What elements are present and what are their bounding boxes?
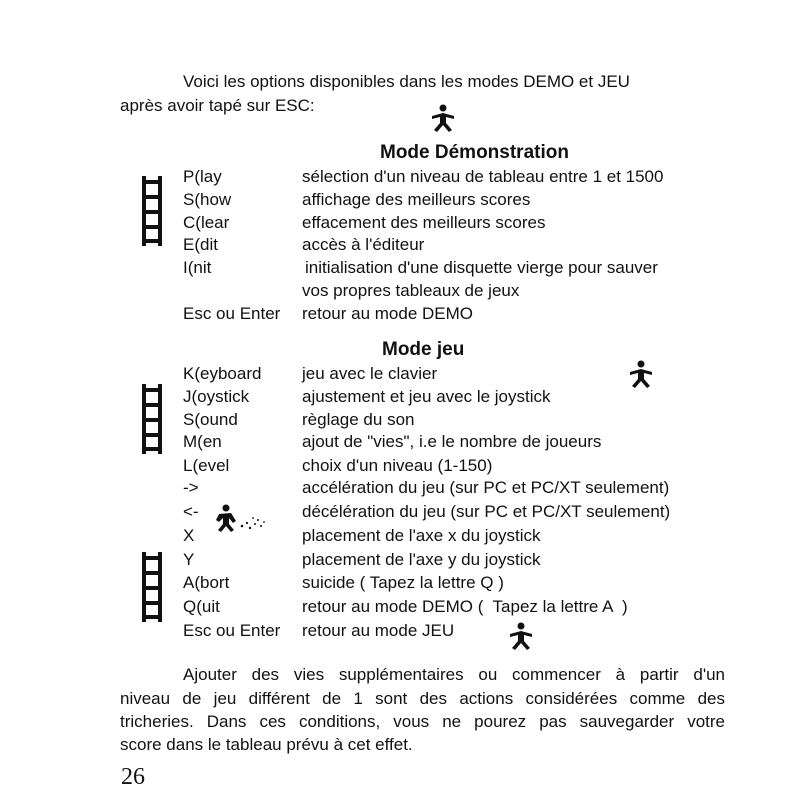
intro-line-2: après avoir tapé sur ESC:	[120, 96, 315, 115]
option-key: Esc ou Enter	[183, 304, 281, 323]
option-desc: initialisation d'une disquette vierge pour sauver	[305, 258, 658, 277]
option-desc: suicide ( Tapez la lettre Q )	[302, 573, 504, 592]
option-desc: règlage du son	[302, 410, 415, 429]
paragraph-line-1: Ajouter des vies supplémentaires ou commencer à partir d'un	[183, 665, 725, 684]
paragraph-line-2: niveau de jeu différent de 1 sont des actions considérées comme des	[120, 689, 725, 708]
option-key: C(lear	[183, 213, 230, 232]
option-key: K(eyboard	[183, 364, 262, 383]
option-key: ->	[183, 478, 199, 497]
paragraph-line-3: tricheries. Dans ces conditions, vous ne pourez pas sauvegarder votre	[120, 712, 725, 731]
runner-icon	[628, 360, 654, 390]
ladder-icon	[140, 552, 164, 622]
option-desc: accès à l'éditeur	[302, 235, 425, 254]
option-desc: effacement des meilleurs scores	[302, 213, 546, 232]
runner-icon	[508, 622, 534, 652]
option-key: J(oystick	[183, 387, 250, 406]
ladder-icon	[140, 384, 164, 454]
intro-line-1: Voici les options disponibles dans les modes DEMO et JEU	[183, 72, 630, 91]
runner-icon	[430, 104, 456, 134]
option-key: Esc ou Enter	[183, 621, 281, 640]
option-key: Q(uit	[183, 597, 220, 616]
option-desc: retour au mode DEMO	[302, 304, 474, 323]
option-desc: choix d'un niveau (1-150)	[302, 456, 493, 475]
option-desc: placement de l'axe x du joystick	[302, 526, 541, 545]
option-desc: placement de l'axe y du joystick	[302, 550, 541, 569]
option-desc: ajustement et jeu avec le joystick	[302, 387, 551, 406]
option-key: M(en	[183, 432, 222, 451]
option-desc: jeu avec le clavier	[302, 364, 438, 383]
option-desc: retour au mode JEU	[302, 621, 455, 640]
option-key: A(bort	[183, 573, 230, 592]
option-desc: accélération du jeu (sur PC et PC/XT seulement)	[302, 478, 670, 497]
option-key: X	[183, 526, 195, 545]
section-title-demo: Mode Démonstration	[380, 142, 569, 163]
option-desc: décélération du jeu (sur PC et PC/XT seulement)	[302, 502, 671, 521]
option-desc: vos propres tableaux de jeux	[302, 281, 520, 300]
digging-runner-icon	[214, 504, 270, 532]
option-desc: ajout de "vies", i.e le nombre de joueurs	[302, 432, 602, 451]
option-desc: affichage des meilleurs scores	[302, 190, 531, 209]
option-key: E(dit	[183, 235, 218, 254]
option-key: P(lay	[183, 167, 222, 186]
option-key: <-	[183, 502, 199, 521]
option-key: Y	[183, 550, 195, 569]
page-number: 26	[121, 764, 145, 790]
option-key: S(how	[183, 190, 232, 209]
paragraph-line-4: score dans le tableau prévu à cet effet.	[120, 735, 413, 754]
section-title-jeu: Mode jeu	[382, 339, 465, 360]
option-key: L(evel	[183, 456, 230, 475]
ladder-icon	[140, 176, 164, 246]
option-desc: retour au mode DEMO ( Tapez la lettre A )	[302, 597, 628, 616]
option-key: S(ound	[183, 410, 238, 429]
option-key: I(nit	[183, 258, 212, 277]
option-desc: sélection d'un niveau de tableau entre 1 et 1500	[302, 167, 664, 186]
